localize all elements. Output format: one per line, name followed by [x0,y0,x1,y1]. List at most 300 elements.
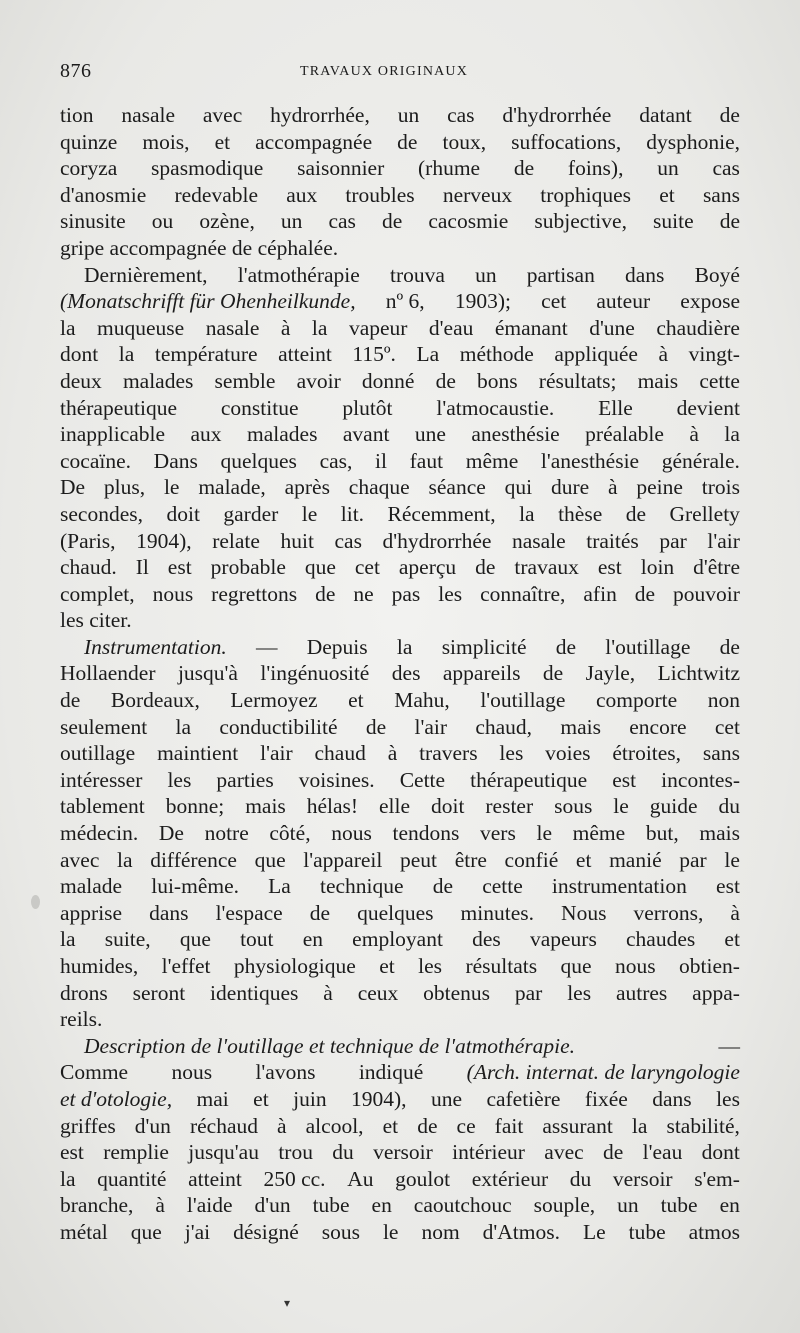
word: que [254,847,286,872]
word: que [304,555,336,580]
word: à [323,980,333,1005]
word: plutôt [342,395,393,420]
word: l'outillage [480,688,566,713]
word: résultats; [538,368,617,393]
word: atteint [278,342,332,367]
word: atmos [688,1219,740,1244]
word: l'espace [215,900,283,925]
word: (Monatschrifft für Ohenheilkunde, [60,289,356,314]
word: et d'otologie, [60,1086,173,1111]
word: technique [320,874,404,899]
word: Récemment, [387,501,496,526]
word: nasale [121,103,176,127]
body-text [60,102,740,1246]
word: le [163,475,180,500]
word: ce [456,1113,476,1138]
word: nasale [511,528,566,553]
word: malade, [198,475,266,500]
word: saisonnier [297,156,385,181]
word: sans [702,182,740,207]
word: vers [480,821,516,846]
text-line [60,1166,740,1193]
word: un [617,1193,639,1218]
text-line [60,155,740,182]
word: et [382,1113,399,1138]
word: dans [652,1086,692,1111]
word: et [379,954,395,978]
word: mais [245,794,286,819]
word: incontes- [661,767,740,792]
word: intéresser [60,767,143,792]
word: la [396,634,413,659]
word: mais [560,714,601,739]
word: dans [625,262,665,287]
word: suite, [104,927,151,952]
word: apprise [60,900,123,925]
word: cas, [319,448,353,473]
word: les [418,954,443,978]
word: la [311,315,328,340]
word: il [375,448,387,473]
text-line [60,528,740,555]
word: la [117,847,133,872]
text-line [60,1192,740,1219]
word: but, [645,821,679,846]
word: chaudes [626,927,696,952]
word: à [280,315,291,340]
word: nous [152,581,194,606]
word: assurant [542,1113,613,1138]
word: les [499,741,524,766]
word: nous [171,1060,213,1085]
word: de [60,688,81,713]
word: Grellety [669,501,740,526]
word: l'atmocaustie. [436,395,555,420]
word: minutes. [460,900,535,925]
word: chaud, [475,714,533,739]
word: jusqu'à [177,661,238,686]
word: métal [60,1219,108,1244]
word: employant [352,927,443,952]
word: aux [286,182,318,207]
word: par [659,528,687,553]
word: j'ai [184,1219,211,1244]
text-line [60,395,740,422]
word: lui-même. [151,874,239,899]
text-line [60,847,740,874]
word: bonne; [165,794,225,819]
word: générale. [661,448,740,473]
word: jusqu'au [188,1140,259,1165]
word: subjective, [534,209,627,234]
word: souple, [533,1193,596,1218]
word: en [302,927,323,952]
word: secondes, [60,501,143,526]
word: cafetière [486,1086,561,1111]
word: Dernièrement, [84,262,208,287]
word: cet [354,555,380,580]
word: donné [361,368,415,393]
word: après [284,475,330,500]
word: (rhume [418,156,481,181]
word: 250 cc. [263,1166,326,1191]
word: atteint [188,1166,242,1191]
word: peine [636,475,683,500]
word: en [719,1193,740,1218]
word: obtien- [679,954,740,978]
word: et [724,927,740,952]
text-line [60,820,740,847]
word: résultats [465,954,538,978]
word: de [475,555,496,580]
word: trophiques [540,182,632,207]
word: d'un [254,1193,291,1218]
word: un [475,262,497,287]
word: par [679,847,707,872]
word: anesthésie [471,422,560,447]
word: expose [680,289,740,314]
word: aperçu [398,555,457,580]
text-line [60,208,740,235]
word: la [631,1113,648,1138]
text-line [60,262,740,289]
word: de [365,714,387,739]
text-line [60,129,740,156]
text-line [60,634,740,661]
word: rester [485,794,534,819]
word: La [268,874,291,899]
word: réchaud [189,1113,258,1138]
word: De [60,475,86,500]
text-line [60,1113,740,1140]
text-line [60,793,740,820]
word: de [315,581,336,606]
word: un [280,209,303,234]
word: reils. [60,1007,103,1032]
word: chaud [314,741,366,766]
word: Dans [153,448,198,473]
text-line [60,687,740,714]
word: pas [391,581,421,606]
word: non [707,688,740,713]
word: simplicité [441,634,527,659]
word: qui [504,475,533,500]
word: des [391,661,421,686]
word: que [130,1219,162,1244]
word: Lermoyez [230,688,318,713]
word: l'anesthésie [540,448,640,473]
word: 115º. [352,342,396,367]
text-line [60,421,740,448]
word: ne [353,581,374,606]
word: comporte [595,688,678,713]
word: parties [216,767,274,792]
word: nous [331,821,372,846]
word: même [572,821,626,846]
word: mai [196,1086,229,1111]
word: chaud. [60,555,117,580]
word: dans [149,900,189,925]
word: tube [628,1219,666,1244]
word: à [658,342,669,367]
word: cet [541,289,567,314]
word: griffes [60,1113,116,1138]
word: peut [400,847,438,872]
word: trou [278,1140,313,1165]
word: devient [676,395,740,420]
word: nous [615,954,656,978]
word: dont [701,1140,740,1165]
word: coryza [60,156,118,181]
word: traités [586,528,639,553]
word: maintient [157,741,239,766]
word: deux [60,368,102,393]
word: chaudière [656,315,740,340]
word: tube [660,1193,698,1218]
word: de [381,209,403,234]
word: ou [151,209,174,234]
word: malades [122,368,194,393]
word: outillage [60,741,136,766]
word: manié [609,847,662,872]
word: de [513,156,535,181]
word: versoir [373,1140,433,1165]
word: étroites, [612,741,682,766]
word: vingt- [688,342,740,367]
word: d'anosmie [60,182,147,207]
word: une [414,422,446,447]
word: avoir [296,368,341,393]
word: humides, [60,954,139,978]
word: voisines. [298,767,375,792]
word: ozène, [199,209,255,234]
word: sinusite [60,209,126,234]
word: cas [334,528,362,553]
word: être [454,847,487,872]
text-line [60,448,740,475]
word: par [514,980,543,1005]
word: avec [60,847,100,872]
word: drons [60,980,108,1005]
word: autres [615,980,668,1005]
word: l'eau [642,1140,683,1165]
word: est [597,555,622,580]
page-number: 876 [60,60,92,82]
word: l'air [260,741,293,766]
word: Il [135,555,149,580]
word: guide [649,794,698,819]
text-line [60,1086,740,1113]
word: une [430,1086,463,1111]
word: chaque [348,475,410,500]
word: du [718,794,740,819]
word: Lichtwitz [657,661,740,686]
word: la [60,927,76,952]
word: du [569,1166,592,1191]
text-line [60,900,740,927]
word: les [167,767,192,792]
word: nerveux [442,182,513,207]
word: et [575,847,592,872]
word: l'air [707,528,740,553]
word: préalable [585,422,664,447]
word: constitue [220,395,299,420]
word: de [625,501,647,526]
word: muqueuse [97,315,185,340]
word: émanant [494,315,568,340]
word: la [519,501,535,526]
word: seulement [60,714,148,739]
word: fixée [584,1086,628,1111]
word: de [719,634,740,659]
word: du [332,1140,354,1165]
word: que [560,954,592,978]
word: De [158,821,184,846]
word: — [718,1033,740,1058]
word: auteur [596,289,651,314]
word: Jayle, [585,661,636,686]
text-line [60,714,740,741]
word: nº 6, [385,289,425,314]
word: intérieur [452,1140,525,1165]
word: La [416,342,440,367]
word: bons [477,368,518,393]
word: travaux [514,555,579,580]
word: loin [640,555,675,580]
word: de [397,129,418,154]
word: le [613,794,629,819]
word: cas [712,156,740,181]
word: l'air [414,714,447,739]
word: la [118,342,135,367]
word: elle [379,794,411,819]
word: vapeurs [529,927,597,952]
word: cas [447,103,475,127]
word: tablement [60,794,145,819]
word: désigné [233,1219,299,1244]
word: à [607,475,618,500]
word: mais [637,368,679,393]
word: cet [714,714,740,739]
text-line [60,288,740,315]
word: garder [223,501,279,526]
word: juin [293,1086,327,1111]
word: 1904), [351,1086,407,1111]
text-line [60,1139,740,1166]
word: tendons [392,821,460,846]
word: confié [504,847,559,872]
word: conductibilité [219,714,338,739]
word: de [309,900,331,925]
word: de [435,368,456,393]
word: verrons, [633,900,704,925]
word: cacosmie [428,209,509,234]
word: indiqué [358,1060,424,1085]
word: Au [347,1166,374,1191]
word: remplie [103,1140,169,1165]
text-line [60,182,740,209]
text-line [60,501,740,528]
word: de [719,103,740,127]
word: caoutchouc [413,1193,512,1218]
word: dysphonie, [646,129,740,154]
word: de [432,874,454,899]
word: faut [409,448,444,473]
word: huit [280,528,314,553]
word: sans [702,741,740,766]
word: la [60,1166,76,1191]
word: thérapeutique [470,767,588,792]
word: et [659,182,675,207]
word: 1904), [136,528,192,553]
text-line [60,341,740,368]
word: (Arch. internat. de laryngologie [466,1060,740,1085]
word: Description de l'outillage et technique de l'atmothérapie. [84,1033,576,1058]
word: Depuis [306,634,368,659]
text-line [60,368,740,395]
word: Hollaender [60,661,156,686]
word: suffocations, [511,129,622,154]
word: trouva [389,262,445,287]
word: d'être [693,555,740,580]
word: avec [202,103,243,127]
word: à [387,741,398,766]
word: d'hydrorrhée [502,103,612,127]
word: hélas! [306,794,359,819]
word: et [214,129,231,154]
word: Le [582,1219,606,1244]
word: et [348,688,364,713]
word: semble [214,368,276,393]
word: des [472,927,501,952]
word: spasmodique [151,156,264,181]
word: partisan [526,262,595,287]
word: extérieur [471,1166,549,1191]
word: médecin. [60,821,139,846]
word: est [167,555,192,580]
word: hydrorrhée, [270,103,370,127]
word: un [657,156,679,181]
word: encore [629,714,687,739]
word: à [277,1113,287,1138]
word: thèse [558,501,603,526]
word: Instrumentation. [84,634,227,659]
text-line [60,554,740,581]
word: sous [554,794,593,819]
word: les citer. [60,608,132,633]
word: troubles [345,182,415,207]
word: datant [639,103,692,127]
text-line [60,953,740,980]
word: l'atmothérapie [237,262,360,287]
word: accompagnée [255,129,373,154]
word: quelques [220,448,297,473]
word: (Paris, [60,528,116,553]
word: appliquée [554,342,638,367]
text-line [60,980,740,1007]
word: regrettons [211,581,298,606]
word: connaître, [480,581,566,606]
word: l'outillage [605,634,691,659]
text-line [60,581,740,608]
word: alcool, [305,1113,364,1138]
word: gripe accompagnée de céphalée. [60,235,339,260]
word: à [730,900,740,925]
word: Comme [60,1060,129,1085]
printer-mark: ▾ [284,1296,291,1310]
text-line [60,315,740,342]
word: l'effet [161,954,211,978]
